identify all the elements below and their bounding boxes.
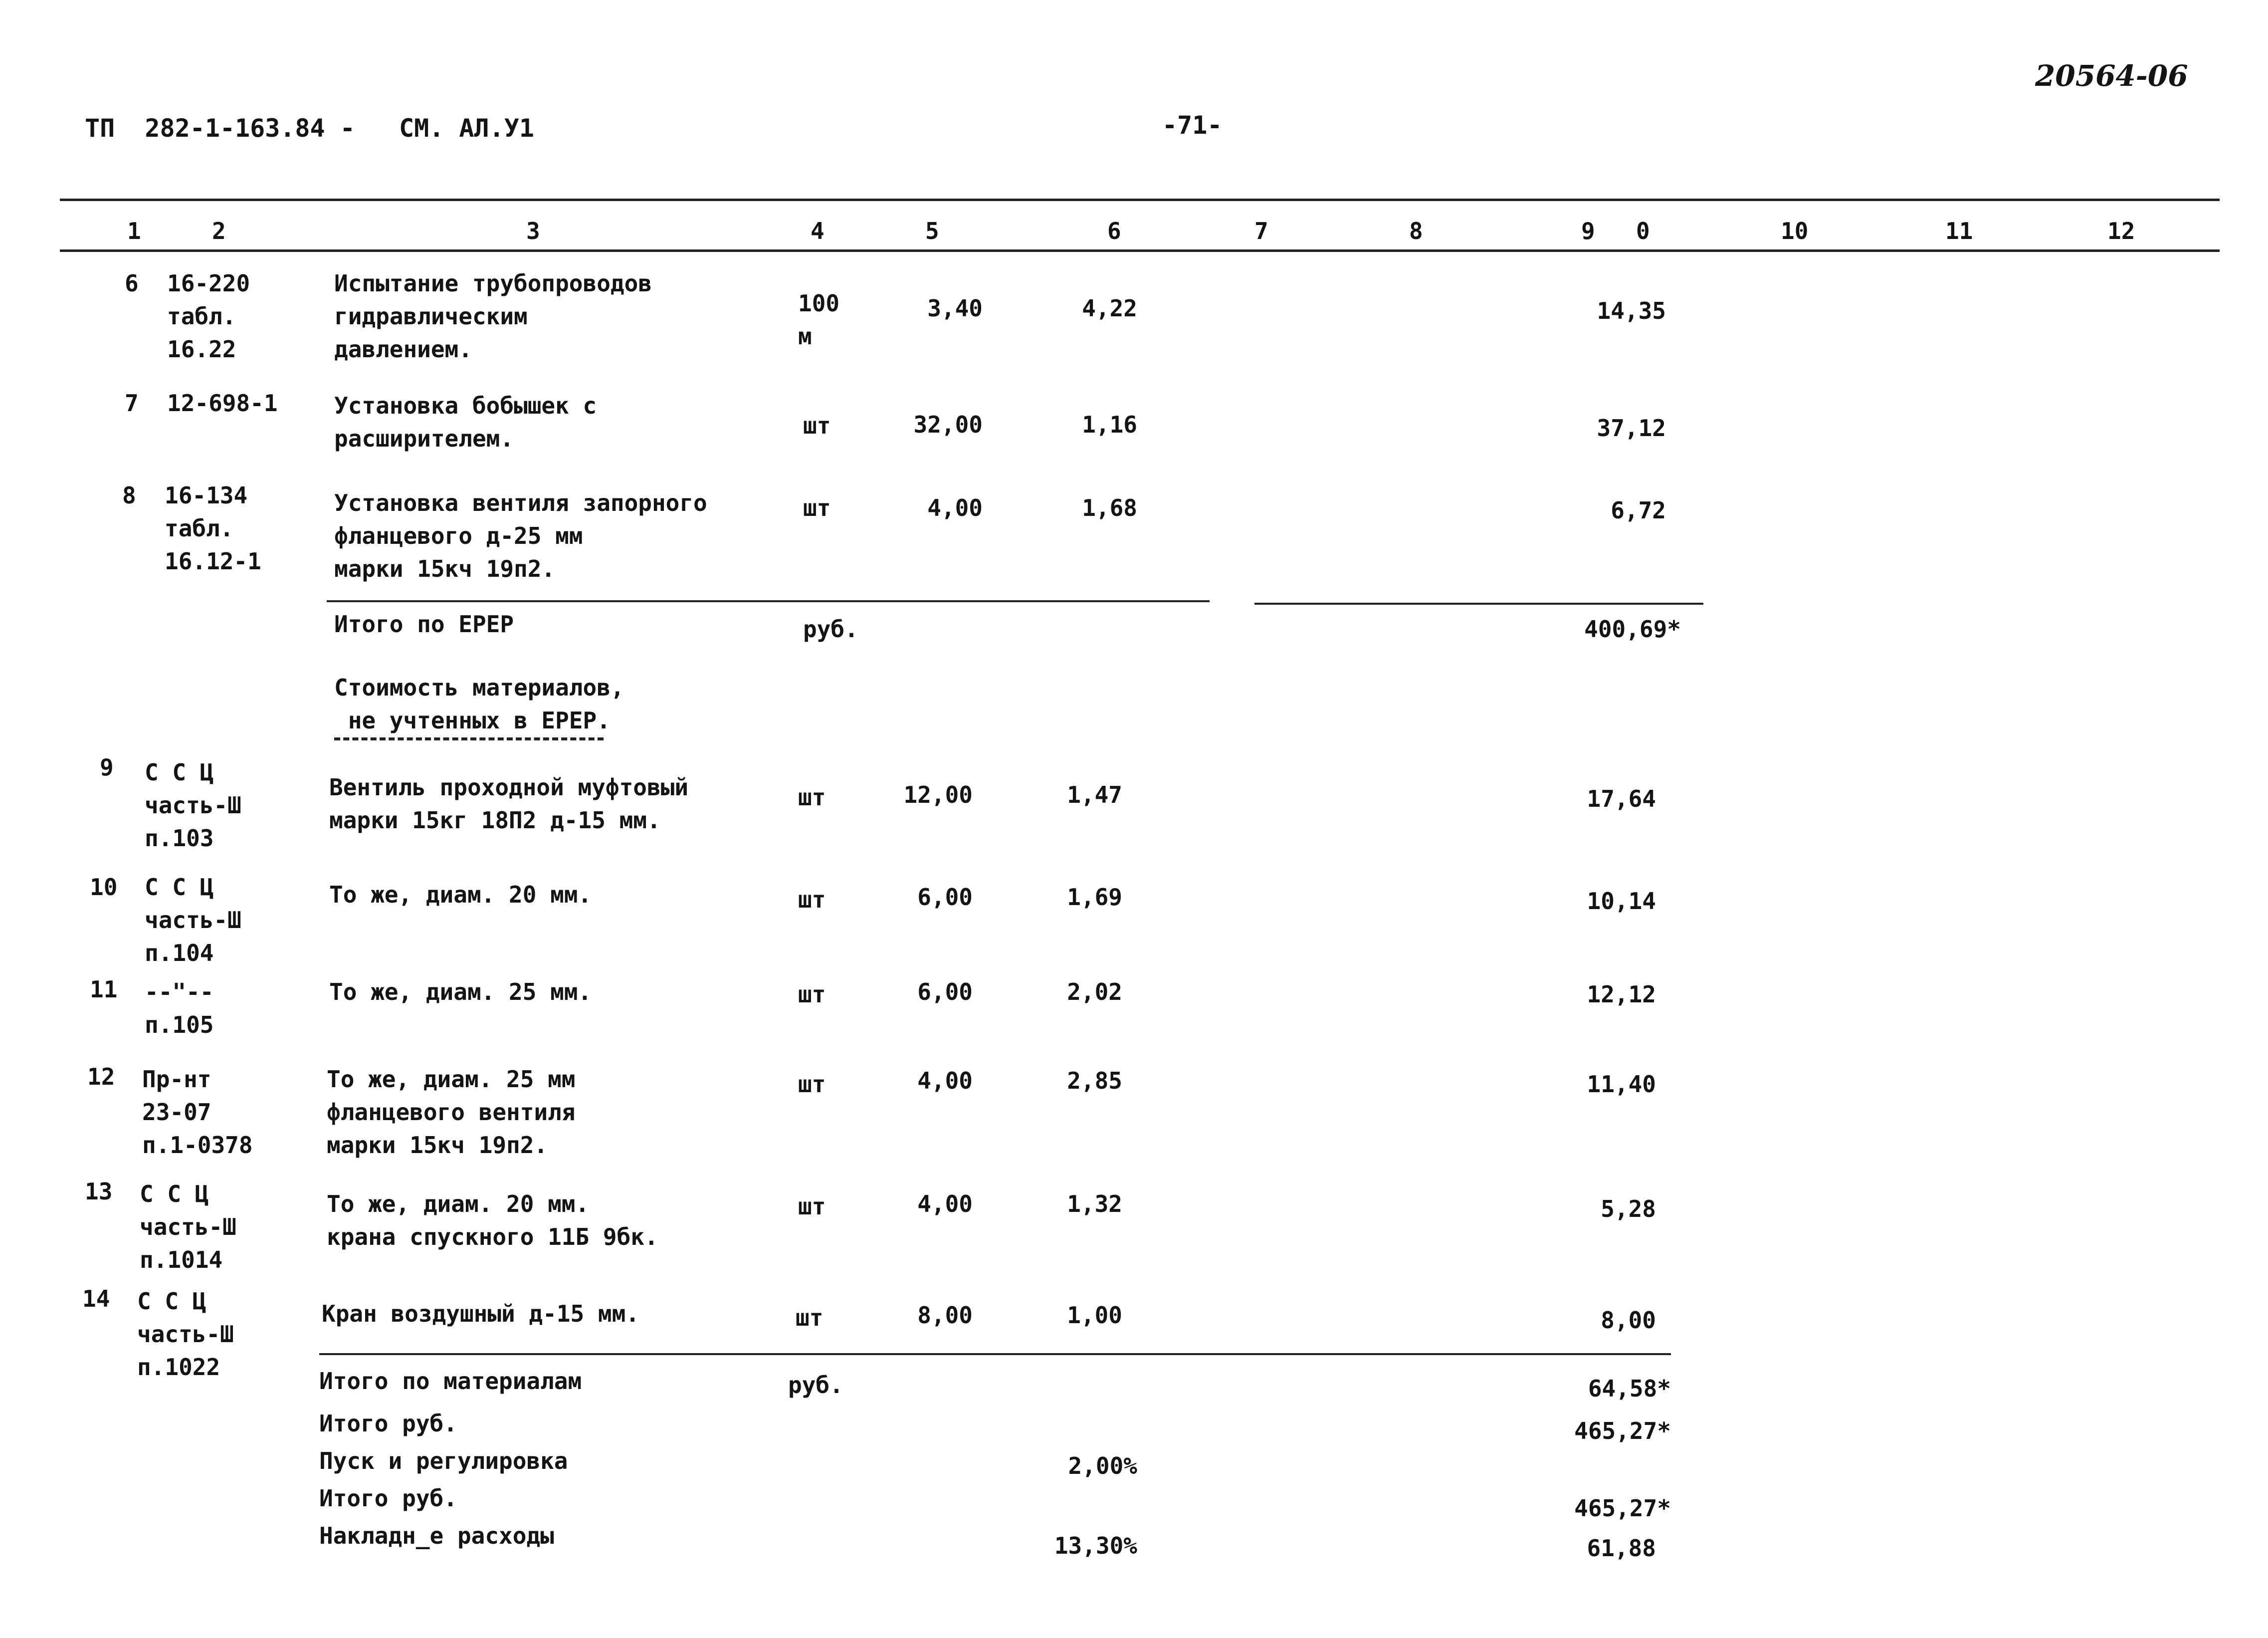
unit: шт: [798, 1193, 826, 1220]
summary-total: 465,27*: [1574, 1495, 1671, 1522]
summary-label: Накладн_е расходы: [319, 1522, 554, 1549]
norm-code: 16-220 табл. 16.22: [167, 270, 250, 363]
unit-price: 2,85: [1067, 1067, 1122, 1094]
unit-price: 1,32: [1067, 1190, 1122, 1217]
unit: шт: [798, 784, 826, 811]
norm-code: Пр-нт 23-07 п.1-0378: [142, 1066, 253, 1159]
row-number: 8: [122, 482, 136, 509]
summary-label: Итого руб.: [319, 1485, 457, 1512]
header-top-rule: [60, 199, 2220, 201]
subtotal-rule-left: [327, 600, 1210, 602]
unit-price: 4,22: [1082, 295, 1137, 322]
quantity: 32,00: [913, 411, 983, 438]
column-header: 0: [1636, 218, 1650, 244]
unit: шт: [798, 886, 826, 913]
column-header: 9: [1581, 218, 1595, 244]
summary-percent: 2,00%: [1068, 1452, 1137, 1479]
unit-price: 1,69: [1067, 884, 1122, 911]
header-bottom-rule: [60, 249, 2220, 252]
unit-price: 1,00: [1067, 1302, 1122, 1329]
norm-code: С С Ц часть-Ш п.104: [145, 874, 241, 966]
unit: шт: [796, 1304, 824, 1331]
unit: шт: [803, 412, 831, 439]
work-description: То же, диам. 25 мм.: [329, 978, 592, 1005]
total-cost: 10,14: [1587, 888, 1656, 915]
column-header: 1: [127, 218, 141, 244]
work-description: Испытание трубопроводов гидравлическим давлением.: [334, 270, 652, 363]
document-code: ТП 282-1-163.84 -: [85, 114, 355, 143]
total-cost: 14,35: [1597, 297, 1666, 324]
album-reference: СМ. АЛ.У1: [399, 114, 534, 143]
summary-total: 465,27*: [1574, 1417, 1671, 1444]
row-number: 13: [85, 1178, 113, 1205]
unit: 100 м: [798, 290, 840, 350]
materials-heading-underline: [334, 737, 604, 740]
row-number: 10: [90, 874, 118, 901]
work-description: Вентиль проходной муфтовый марки 15кг 18П2 д-15 мм.: [329, 774, 689, 834]
quantity: 8,00: [917, 1302, 973, 1329]
total-cost: 17,64: [1587, 785, 1656, 812]
work-description: То же, диам. 25 мм фланцевого вентиля марки 15кч 19п2.: [327, 1066, 576, 1159]
norm-code: 12-698-1: [167, 390, 278, 417]
unit: шт: [798, 981, 826, 1008]
unit: шт: [798, 1071, 826, 1098]
norm-code: С С Ц часть-Ш п.103: [145, 759, 241, 852]
materials-heading: Стоимость материалов, не учтенных в ЕРЕР.: [334, 674, 624, 734]
column-header: 10: [1781, 218, 1809, 244]
quantity: 3,40: [927, 295, 983, 322]
row-number: 9: [100, 754, 114, 781]
quantity: 6,00: [917, 978, 973, 1005]
row-number: 6: [125, 270, 139, 297]
column-header: 7: [1254, 218, 1268, 244]
row-number: 14: [82, 1285, 110, 1312]
row-number: 11: [90, 976, 118, 1003]
total-cost: 5,28: [1601, 1195, 1656, 1222]
work-description: То же, диам. 20 мм.: [329, 881, 592, 908]
summary-percent: 13,30%: [1054, 1532, 1137, 1559]
unit-price: 1,47: [1067, 781, 1122, 808]
summary-unit: руб.: [788, 1372, 843, 1399]
materials-subtotal-rule: [319, 1353, 1671, 1355]
subtotal-rule-right: [1254, 603, 1703, 605]
unit-price: 2,02: [1067, 978, 1122, 1005]
column-header: 6: [1107, 218, 1121, 244]
norm-code: С С Ц часть-Ш п.1014: [140, 1180, 236, 1273]
column-header: 8: [1409, 218, 1423, 244]
work-description: Установка бобышек с расширителем.: [334, 392, 597, 452]
norm-code: 16-134 табл. 16.12-1: [165, 482, 261, 575]
subtotal-label: Итого по ЕРЕР: [334, 611, 514, 638]
subtotal-total: 400,69*: [1584, 616, 1681, 643]
quantity: 4,00: [927, 494, 983, 521]
quantity: 4,00: [917, 1067, 973, 1094]
unit: шт: [803, 494, 831, 521]
column-header: 12: [2107, 218, 2135, 244]
total-cost: 37,12: [1597, 415, 1666, 442]
column-header: 3: [526, 218, 540, 244]
total-cost: 8,00: [1601, 1307, 1656, 1334]
unit-price: 1,68: [1082, 494, 1137, 521]
column-header: 2: [212, 218, 226, 244]
work-description: Установка вентиля запорного фланцевого д-25 мм марки 15кч 19п2.: [334, 489, 707, 582]
subtotal-unit: руб.: [803, 616, 858, 643]
column-header: 5: [925, 218, 939, 244]
summary-label: Итого по материалам: [319, 1368, 582, 1395]
summary-total: 64,58*: [1588, 1375, 1671, 1402]
column-header: 11: [1945, 218, 1973, 244]
total-cost: 6,72: [1611, 497, 1666, 524]
summary-total: 61,88: [1587, 1535, 1656, 1562]
archive-number: 20564-06: [2035, 59, 2188, 93]
summary-label: Итого руб.: [319, 1410, 457, 1437]
unit-price: 1,16: [1082, 411, 1137, 438]
work-description: То же, диам. 20 мм. крана спускного 11Б 9бк.: [327, 1190, 658, 1250]
total-cost: 11,40: [1587, 1071, 1656, 1098]
summary-label: Пуск и регулировка: [319, 1447, 568, 1474]
norm-code: С С Ц часть-Ш п.1022: [137, 1288, 234, 1381]
quantity: 4,00: [917, 1190, 973, 1217]
norm-code: --"-- п.105: [145, 978, 214, 1038]
page-number: -71-: [1162, 111, 1223, 140]
quantity: 6,00: [917, 884, 973, 911]
row-number: 7: [125, 390, 139, 417]
work-description: Кран воздушный д-15 мм.: [322, 1300, 639, 1327]
column-header: 4: [811, 218, 825, 244]
quantity: 12,00: [903, 781, 973, 808]
row-number: 12: [87, 1063, 115, 1090]
total-cost: 12,12: [1587, 981, 1656, 1008]
